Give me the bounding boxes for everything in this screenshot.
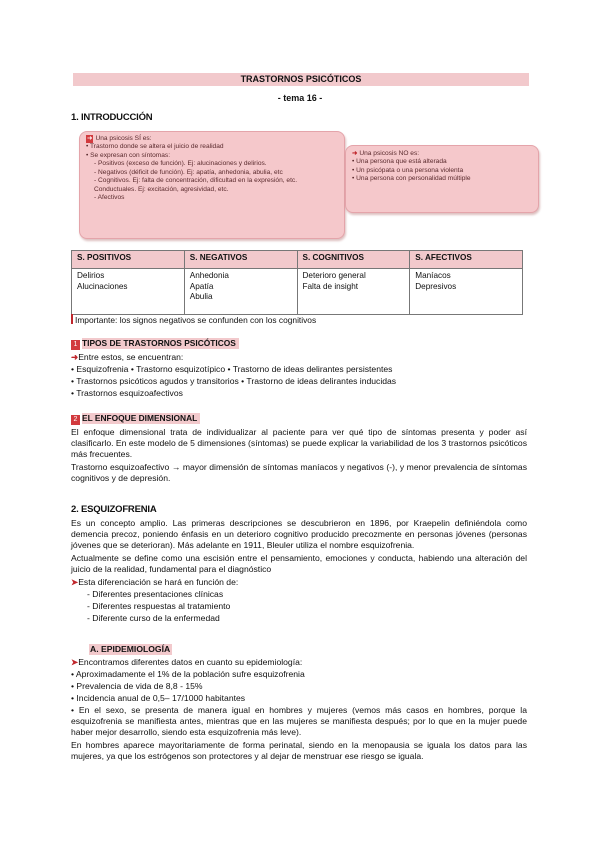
arrow-icon: ➜ — [352, 150, 360, 157]
paragraph: Es un concepto amplio. Las primeras descripciones se descubrieron en 1896, por Kraepelin definiéndola como demencia precoz, poniendo énfasis en un deterioro cognitivo producido precozmente en personas jóvenes (personas jóvenes que se deterioran). Más adelante en 1911, Bleuler utiliza el nombre esquizofrenia. — [71, 518, 527, 551]
table-cell-positivos: Delirios Alucinaciones — [72, 269, 185, 315]
list-item: - Diferentes respuestas al tratamiento — [87, 601, 231, 611]
bubble-si-line: - Positivos (exceso de función). Ej: alucinaciones y delirios. — [94, 160, 267, 168]
list-item: • Prevalencia de vida de 8,8 - 15% — [71, 681, 203, 691]
symptoms-table — [71, 250, 523, 315]
bubble-no-line: ➜ Una psicosis NO es: — [352, 150, 420, 157]
section-heading-introduccion: 1. INTRODUCCIÓN — [71, 112, 153, 123]
subsection-title: TIPOS DE TRASTORNOS PSICÓTICOS — [82, 338, 239, 349]
bubble-no-line: • Una persona que está alterada — [352, 158, 447, 166]
bubble-si-line: - Afectivos — [94, 194, 125, 202]
paragraph: En hombres aparece mayoritariamente de forma perinatal, siendo en la menopausia se iguala los datos para las mujeres, ya que los estrógenos son protectores y al dejar de menstruar ese riesgo se iguala. — [71, 740, 527, 762]
note-marker-icon — [71, 314, 73, 324]
table-header-cell: S. COGNITIVOS — [297, 251, 410, 269]
epidemiologia-intro: ➤Encontramos diferentes datos en cuanto su epidemiología: — [71, 657, 303, 667]
arrow-icon: ➤ — [71, 577, 79, 587]
table-row — [72, 269, 523, 315]
paragraph: Trastorno esquizoafectivo → mayor dimensión de síntomas maníacos y negativos (-), y menor prevalencia de síntomas cognitivos y de depresión. — [71, 462, 527, 484]
table-cell-afectivos: Maníacos Depresivos — [410, 269, 523, 315]
bubble-si-line: - Negativos (déficit de función). Ej: apatía, anhedonia, abulia, etc — [94, 168, 283, 176]
list-item: • Incidencia anual de 0,5– 17/1000 habitantes — [71, 693, 246, 703]
bubble-psicosis-si — [79, 131, 345, 239]
bubble-no-line: • Un psicópata o una persona violenta — [352, 166, 464, 174]
subsection-tipos — [71, 338, 239, 350]
list-item: • Aproximadamente el 1% de la población sufre esquizofrenia — [71, 669, 305, 679]
subsection-enfoque — [71, 413, 200, 425]
table-header-cell: S. POSITIVOS — [72, 251, 185, 269]
tipos-intro: ➜Entre estos, se encuentran: — [71, 352, 184, 362]
important-note: Importante: los signos negativos se confunden con los cognitivos — [71, 314, 316, 326]
subsection-title: EL ENFOQUE DIMENSIONAL — [82, 413, 200, 424]
number-badge: 1 — [71, 340, 80, 350]
number-badge: 2 — [71, 415, 80, 425]
table-header-cell: S. AFECTIVOS — [410, 251, 523, 269]
bubble-si-line: ➜ Una psicosis SÍ es: — [87, 135, 152, 142]
document-subtitle: - tema 16 - — [277, 93, 323, 103]
table-cell-negativos: Anhedonia Apatía Abulia — [184, 269, 297, 315]
bubble-psicosis-no — [345, 145, 539, 213]
bubble-si-line: Conductuales. Ej: excitación, agresividad, etc. — [94, 185, 229, 193]
paragraph: El enfoque dimensional trata de individualizar al paciente para ver qué tipo de síntomas presenta y poder así clasificarlo. En este modelo de 5 dimensiones (síntomas) se puede explicar la variabilidad de los 3 trastornos psicóticos más frecuentes. — [71, 427, 527, 460]
document-title: TRASTORNOS PSICÓTICOS — [73, 73, 529, 86]
table-cell-cognitivos: Deterioro general Falta de insight — [297, 269, 410, 315]
bubble-no-line: • Una persona con personalidad múltiple — [352, 175, 471, 183]
paragraph: • En el sexo, se presenta de manera igual en hombres y mujeres (vemos más casos en hombres, porque la esquizofrenia se manifiesta antes, mientras que en las mujeres se manifiesta después; por lo que en la mujer puede haber mejor desarrollo, siendo esta esquizofrenia más leve). — [71, 705, 527, 738]
bubble-si-line: • Trastorno donde se altera el juicio de realidad — [86, 143, 224, 151]
esquizofrenia-intro: ➤Esta diferenciación se hará en función de: — [71, 577, 239, 587]
arrow-icon: ➜ — [87, 135, 93, 142]
list-item: - Diferentes presentaciones clínicas — [87, 589, 224, 599]
list-item: • Esquizofrenia • Trastorno esquizotípico • Trastorno de ideas delirantes persistentes — [71, 364, 393, 374]
list-item: • Trastornos psicóticos agudos y transitorios • Trastorno de ideas delirantes inducidas — [71, 376, 397, 386]
section-heading-esquizofrenia: 2. ESQUIZOFRENIA — [71, 504, 157, 515]
table-header-cell: S. NEGATIVOS — [184, 251, 297, 269]
subsection-epidemiologia: A. EPIDEMIOLOGÍA — [90, 644, 171, 654]
arrow-icon: ➜ — [71, 352, 79, 362]
list-item: - Diferente curso de la enfermedad — [87, 613, 220, 623]
bubble-si-line: • Se expresan con síntomas: — [86, 151, 171, 159]
paragraph: Actualmente se define como una escisión entre el pensamiento, emociones y conducta, habiendo una alteración del juicio de la realidad, fundamental para el diagnóstico — [71, 553, 527, 575]
bubble-si-line: - Cognitivos. Ej: falta de concentración, dificultad en la expresión, etc. — [94, 177, 298, 185]
table-header-row — [72, 251, 523, 269]
list-item: • Trastornos esquizoafectivos — [71, 388, 183, 398]
arrow-icon: ➤ — [71, 657, 79, 667]
